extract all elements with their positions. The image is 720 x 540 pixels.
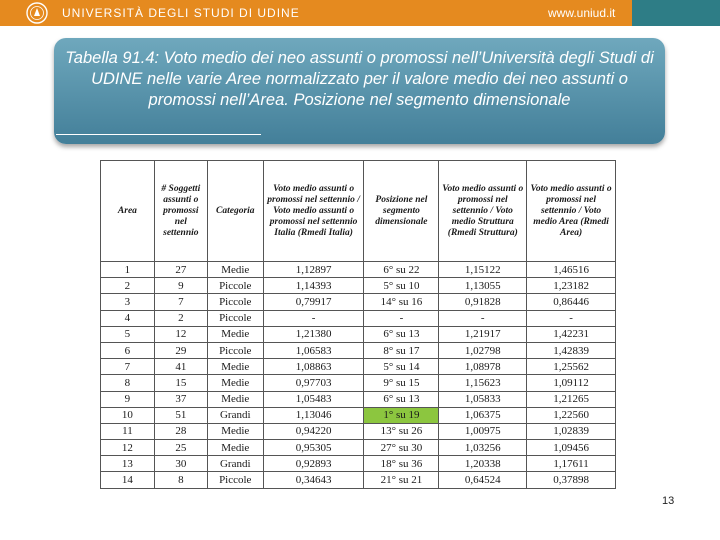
cell-area: 6 <box>101 342 155 358</box>
header-voto-italia: Voto medio assunti o promossi nel settennio / Voto medio assunti o promossi nel settennio Italia (Rmedi Italia) <box>263 161 364 262</box>
cell-voto-struttura: 1,02798 <box>439 342 527 358</box>
cell-voto-area: 1,17611 <box>527 456 616 472</box>
cell-voto-italia: 0,34643 <box>263 472 364 488</box>
cell-voto-struttura: 0,64524 <box>439 472 527 488</box>
cell-categoria: Piccole <box>207 278 263 294</box>
cell-voto-italia: 1,21380 <box>263 326 364 342</box>
cell-voto-struttura: 1,03256 <box>439 440 527 456</box>
university-url[interactable]: www.uniud.it <box>548 6 616 20</box>
cell-voto-italia: 1,08863 <box>263 359 364 375</box>
cell-area: 12 <box>101 440 155 456</box>
table-row <box>101 359 616 375</box>
table-row <box>101 391 616 407</box>
cell-posizione: 6° su 22 <box>364 262 439 278</box>
cell-soggetti: 12 <box>154 326 207 342</box>
cell-soggetti: 8 <box>154 472 207 488</box>
cell-voto-italia: 1,06583 <box>263 342 364 358</box>
cell-voto-struttura: 1,15623 <box>439 375 527 391</box>
table-header-row <box>101 161 616 262</box>
cell-categoria: Piccole <box>207 342 263 358</box>
cell-categoria: Medie <box>207 423 263 439</box>
header-area: Area <box>101 161 155 262</box>
cell-posizione: - <box>364 310 439 326</box>
cell-soggetti: 9 <box>154 278 207 294</box>
cell-posizione: 1° su 19 <box>364 407 439 423</box>
cell-voto-italia: 0,97703 <box>263 375 364 391</box>
cell-area: 4 <box>101 310 155 326</box>
cell-area: 11 <box>101 423 155 439</box>
cell-soggetti: 41 <box>154 359 207 375</box>
table-row <box>101 407 616 423</box>
cell-categoria: Piccole <box>207 472 263 488</box>
table-row <box>101 423 616 439</box>
table-row <box>101 375 616 391</box>
header-bar <box>0 0 720 26</box>
cell-area: 5 <box>101 326 155 342</box>
cell-soggetti: 15 <box>154 375 207 391</box>
cell-voto-struttura: 1,06375 <box>439 407 527 423</box>
cell-soggetti: 37 <box>154 391 207 407</box>
header-soggetti: # Soggetti assunti o promossi nel settennio <box>154 161 207 262</box>
cell-voto-struttura: 1,13055 <box>439 278 527 294</box>
header-categoria: Categoria <box>207 161 263 262</box>
data-table <box>100 160 616 489</box>
header-voto-struttura: Voto medio assunti o promossi nel settennio / Voto medio Struttura (Rmedi Struttura) <box>439 161 527 262</box>
cell-soggetti: 29 <box>154 342 207 358</box>
cell-voto-italia: 1,14393 <box>263 278 364 294</box>
title-underline <box>56 134 261 135</box>
cell-area: 1 <box>101 262 155 278</box>
table-row <box>101 278 616 294</box>
cell-posizione: 13° su 26 <box>364 423 439 439</box>
cell-voto-area: 1,25562 <box>527 359 616 375</box>
cell-voto-struttura: 1,00975 <box>439 423 527 439</box>
table-row <box>101 310 616 326</box>
cell-soggetti: 2 <box>154 310 207 326</box>
cell-voto-italia: 0,79917 <box>263 294 364 310</box>
cell-voto-area: 1,42231 <box>527 326 616 342</box>
cell-voto-area: 1,09112 <box>527 375 616 391</box>
cell-area: 14 <box>101 472 155 488</box>
cell-voto-italia: 0,94220 <box>263 423 364 439</box>
cell-posizione: 5° su 14 <box>364 359 439 375</box>
cell-categoria: Medie <box>207 326 263 342</box>
cell-voto-italia: 1,12897 <box>263 262 364 278</box>
table-row <box>101 456 616 472</box>
cell-voto-italia: 0,92893 <box>263 456 364 472</box>
cell-categoria: Grandi <box>207 456 263 472</box>
cell-voto-area: 1,21265 <box>527 391 616 407</box>
cell-posizione: 14° su 16 <box>364 294 439 310</box>
cell-categoria: Piccole <box>207 294 263 310</box>
cell-area: 3 <box>101 294 155 310</box>
cell-categoria: Grandi <box>207 407 263 423</box>
cell-voto-italia: 1,05483 <box>263 391 364 407</box>
table-row <box>101 294 616 310</box>
cell-categoria: Medie <box>207 375 263 391</box>
header-corner-block <box>632 0 720 26</box>
cell-posizione: 6° su 13 <box>364 326 439 342</box>
cell-soggetti: 51 <box>154 407 207 423</box>
cell-categoria: Medie <box>207 440 263 456</box>
cell-categoria: Piccole <box>207 310 263 326</box>
table-row <box>101 326 616 342</box>
cell-soggetti: 7 <box>154 294 207 310</box>
cell-voto-struttura: 1,08978 <box>439 359 527 375</box>
cell-voto-area: - <box>527 310 616 326</box>
cell-voto-struttura: 1,05833 <box>439 391 527 407</box>
table-body <box>101 262 616 489</box>
cell-voto-area: 1,22560 <box>527 407 616 423</box>
cell-voto-struttura: 1,20338 <box>439 456 527 472</box>
university-seal-icon <box>26 2 48 24</box>
cell-soggetti: 25 <box>154 440 207 456</box>
cell-categoria: Medie <box>207 391 263 407</box>
cell-area: 2 <box>101 278 155 294</box>
cell-voto-struttura: - <box>439 310 527 326</box>
cell-area: 8 <box>101 375 155 391</box>
cell-voto-area: 1,42839 <box>527 342 616 358</box>
cell-voto-struttura: 1,21917 <box>439 326 527 342</box>
cell-voto-area: 1,09456 <box>527 440 616 456</box>
table-row <box>101 342 616 358</box>
cell-voto-struttura: 1,15122 <box>439 262 527 278</box>
cell-voto-area: 1,02839 <box>527 423 616 439</box>
cell-posizione: 18° su 36 <box>364 456 439 472</box>
cell-posizione: 6° su 13 <box>364 391 439 407</box>
cell-soggetti: 27 <box>154 262 207 278</box>
cell-voto-area: 1,46516 <box>527 262 616 278</box>
cell-voto-struttura: 0,91828 <box>439 294 527 310</box>
cell-voto-italia: - <box>263 310 364 326</box>
university-name: UNIVERSITÀ DEGLI STUDI DI UDINE <box>62 6 300 20</box>
cell-posizione: 27° su 30 <box>364 440 439 456</box>
cell-categoria: Medie <box>207 359 263 375</box>
cell-posizione: 8° su 17 <box>364 342 439 358</box>
cell-voto-italia: 1,13046 <box>263 407 364 423</box>
cell-area: 13 <box>101 456 155 472</box>
cell-soggetti: 30 <box>154 456 207 472</box>
cell-posizione: 21° su 21 <box>364 472 439 488</box>
title-box <box>54 38 665 144</box>
cell-voto-area: 0,37898 <box>527 472 616 488</box>
cell-voto-italia: 0,95305 <box>263 440 364 456</box>
cell-voto-area: 1,23182 <box>527 278 616 294</box>
header-voto-area: Voto medio assunti o promossi nel settennio / Voto medio Area (Rmedi Area) <box>527 161 616 262</box>
table-row <box>101 262 616 278</box>
table-row <box>101 472 616 488</box>
cell-posizione: 5° su 10 <box>364 278 439 294</box>
slide-title: Tabella 91.4: Voto medio dei neo assunti o promossi nell’Università degli Studi di UDINE nelle varie Aree normalizzato per il valore medio dei neo assunti o promossi nell’Area. Posizione nel segmento dimensionale <box>65 49 654 109</box>
cell-area: 10 <box>101 407 155 423</box>
cell-area: 9 <box>101 391 155 407</box>
cell-posizione: 9° su 15 <box>364 375 439 391</box>
cell-categoria: Medie <box>207 262 263 278</box>
header-posizione: Posizione nel segmento dimensionale <box>364 161 439 262</box>
table-row <box>101 440 616 456</box>
cell-area: 7 <box>101 359 155 375</box>
cell-soggetti: 28 <box>154 423 207 439</box>
page-number: 13 <box>662 495 675 507</box>
cell-voto-area: 0,86446 <box>527 294 616 310</box>
